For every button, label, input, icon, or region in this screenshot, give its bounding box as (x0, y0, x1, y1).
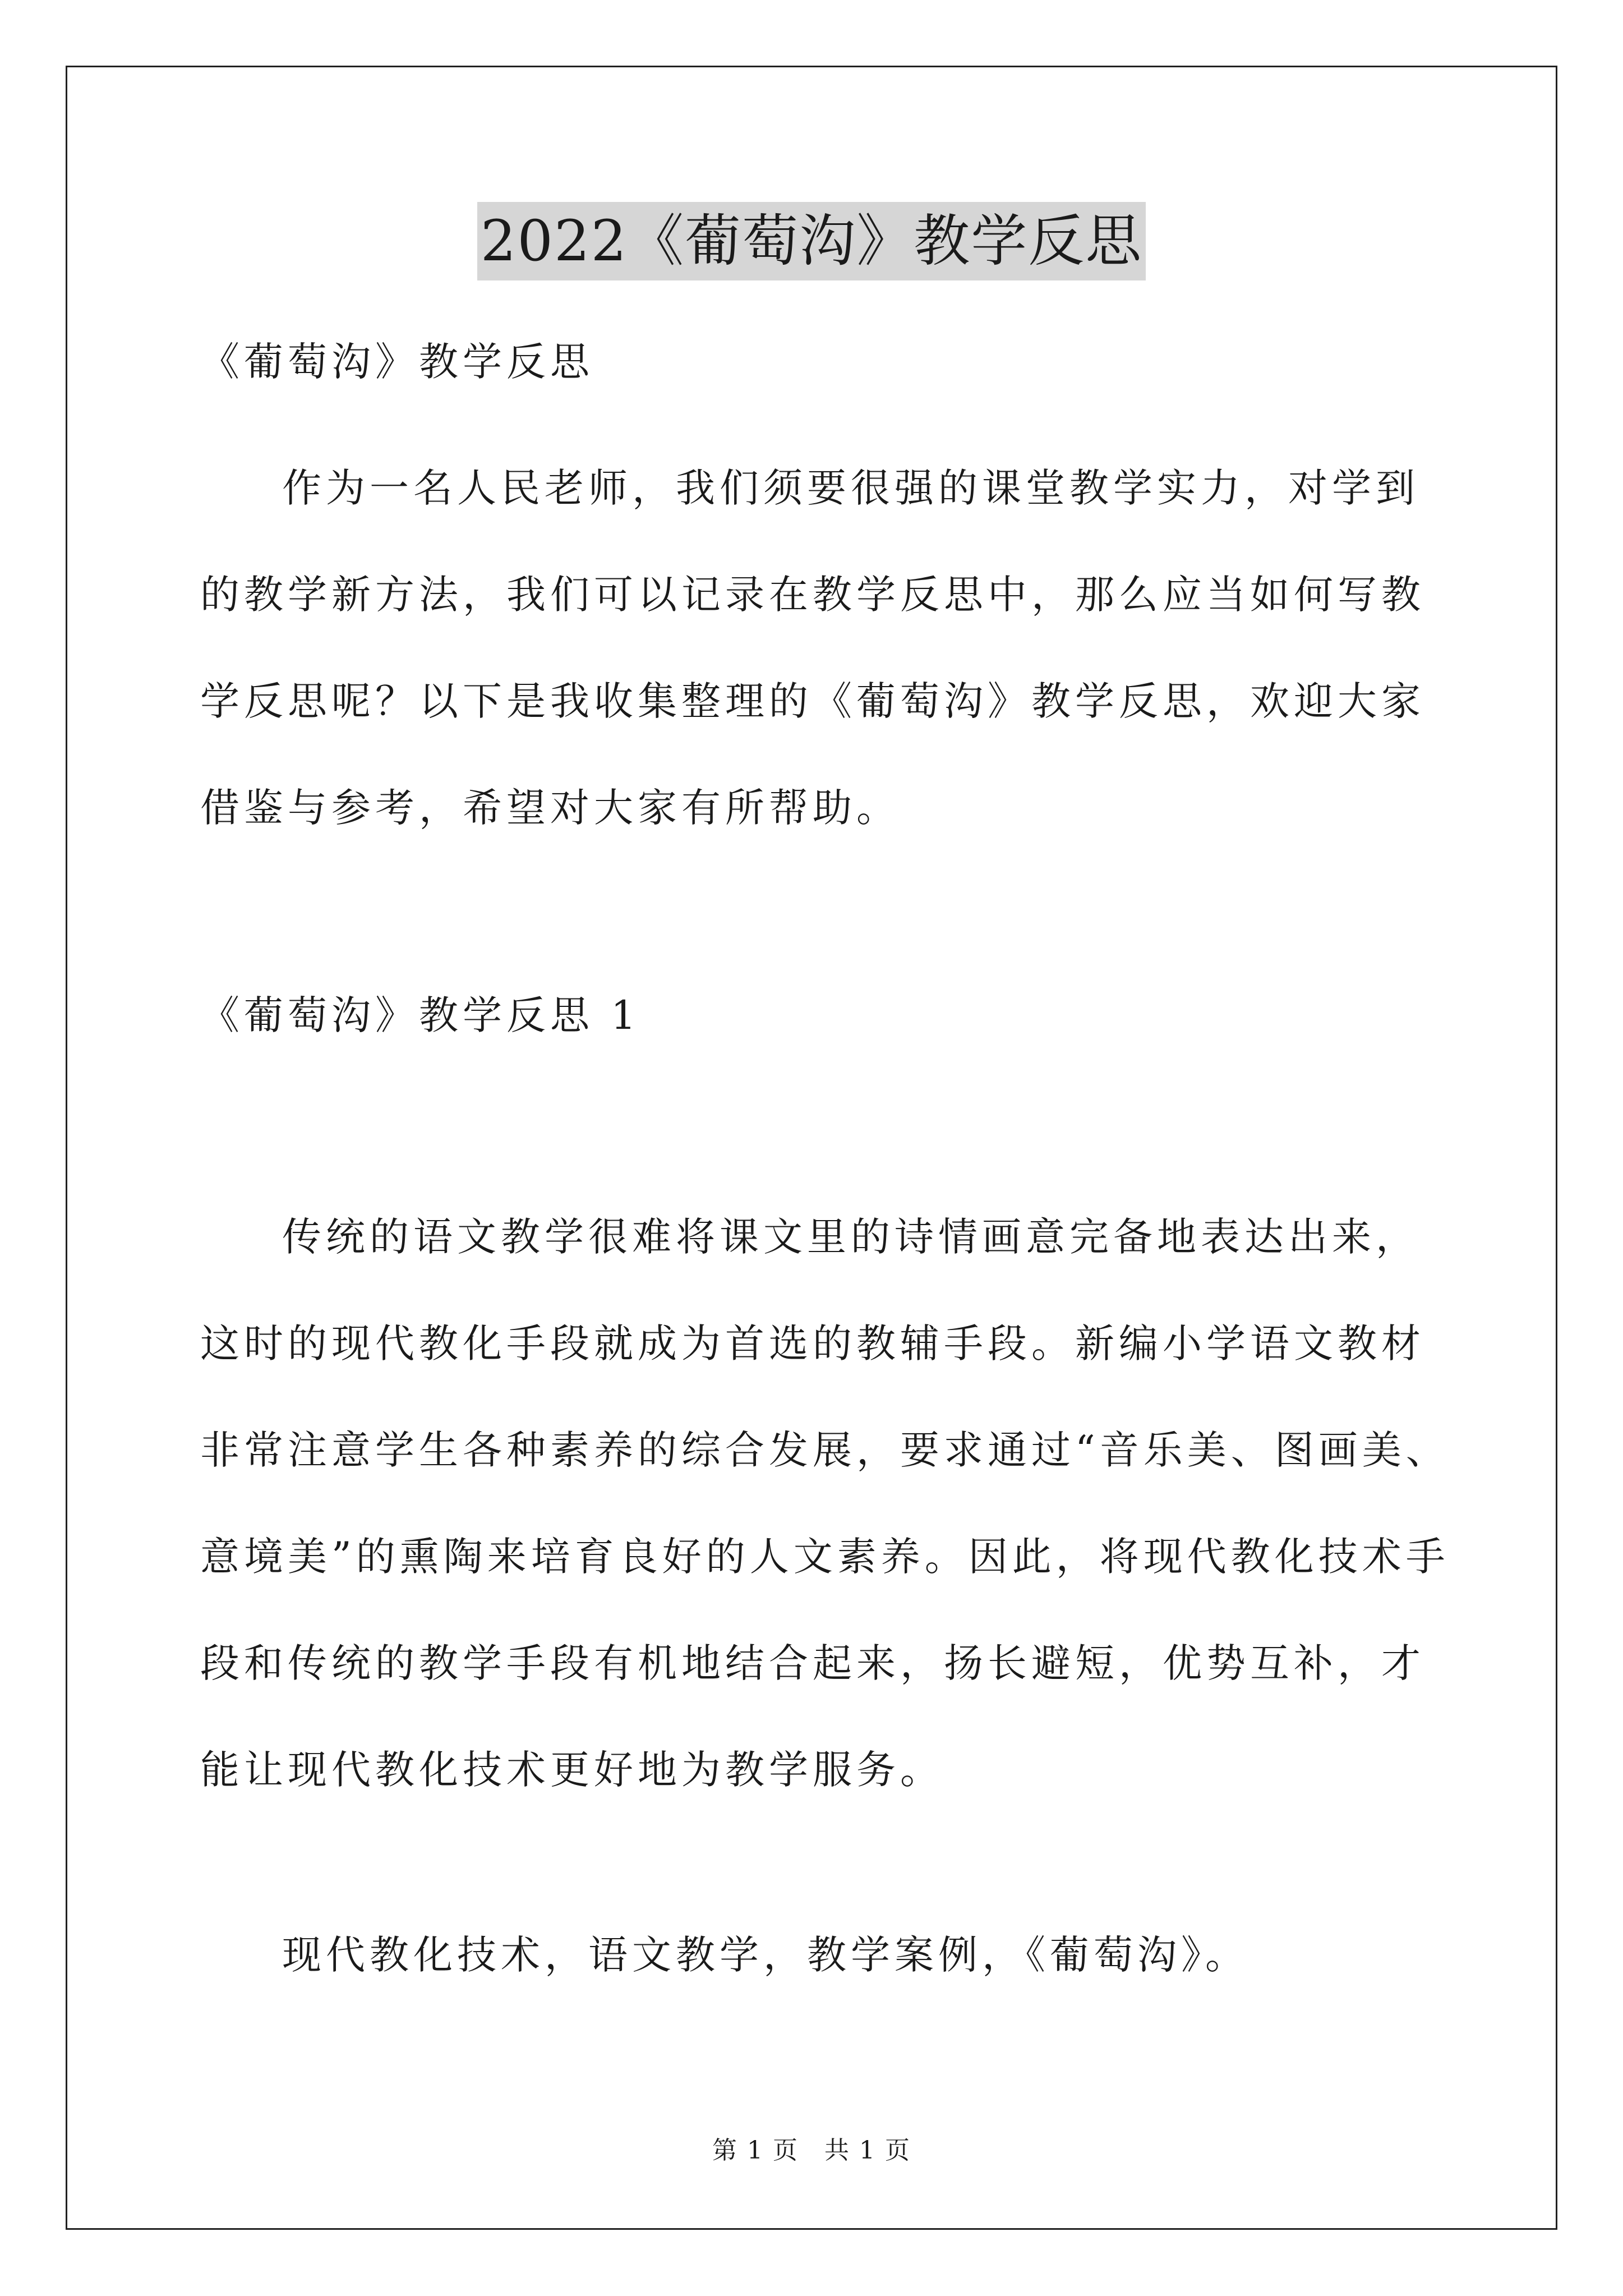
intro-paragraph: 作为一名人民老师，我们须要很强的课堂教学实力，对学到的教学新方法，我们可以记录在教学反思中，那么应当如何写教学反思呢？以下是我收集整理的《葡萄沟》教学反思，欢迎大家借鉴与参考，希望对大家有所帮助。 (200, 465, 1425, 831)
section-1-paragraph: 传统的语文教学很难将课文里的诗情画意完备地表达出来，这时的现代教化手段就成为首选的教辅手段。新编小学语文教材非常注意学生各种素养的综合发展，要求通过“音乐美、图画美、意境美”的熏陶来培育良好的人文素养。因此，将现代教化技术手段和传统的教学手段有机地结合起来，扬长避短，优势互补，才能让现代教化技术更好地为教学服务。 (200, 1214, 1450, 1793)
document-subheading: 《葡萄沟》教学反思 (200, 339, 594, 385)
title-container (0, 202, 1623, 280)
page-footer: 第 1 页 共 1 页 (712, 2136, 911, 2165)
document-title: 2022《葡萄沟》教学反思 (477, 202, 1146, 280)
keywords-paragraph: 现代教化技术，语文教学，教学案例，《葡萄沟》。 (282, 1932, 1249, 1978)
section-1-heading: 《葡萄沟》教学反思 1 (200, 992, 640, 1038)
